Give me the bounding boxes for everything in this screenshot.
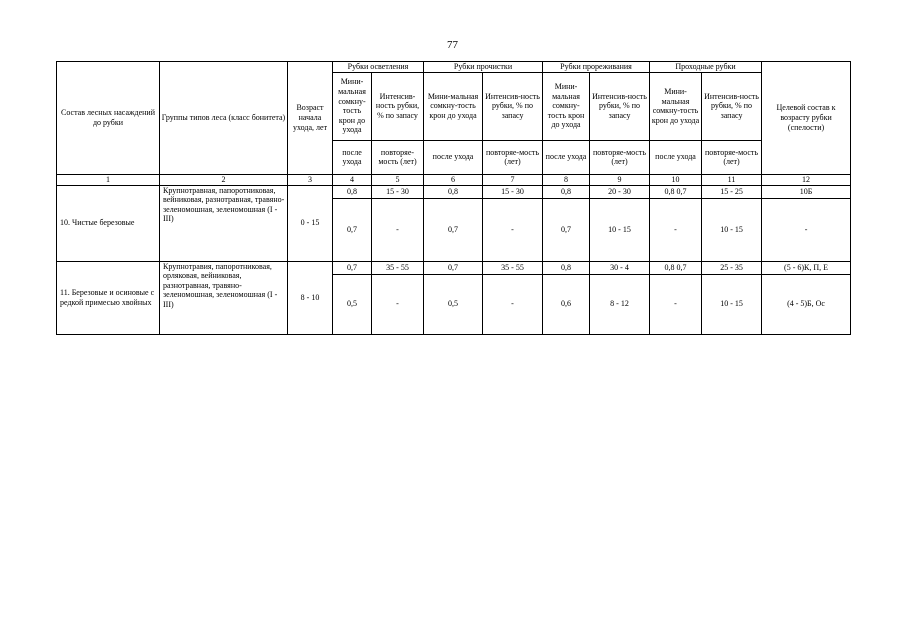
value-cell: 0,8 (543, 261, 590, 274)
value-cell: 0,5 (333, 274, 372, 334)
header-min-density-1: Мини-мальная сомкну-тость крон до ухода (333, 72, 372, 140)
table-row (57, 261, 851, 274)
header-intensity-3: Интенсив-ность рубки, % по запасу (590, 72, 650, 140)
header-after-care-4: после ухода (650, 140, 702, 174)
value-cell: 0,7 (333, 261, 372, 274)
col-number: 6 (424, 174, 483, 185)
value-cell: 0,5 (424, 274, 483, 334)
col-number: 1 (57, 174, 160, 185)
header-target-composition: Целевой состав к возрасту рубки (спелости) (762, 62, 851, 175)
value-cell: 15 - 30 (483, 185, 543, 198)
value-cell: - (483, 198, 543, 261)
col-number: 2 (160, 174, 288, 185)
forest-types-cell: Крупнотравная, папоротниковая, вейниковая, разнотравная, травяно-зеленомошная, зеленомошная (I - III) (160, 185, 288, 261)
value-cell: 8 - 12 (590, 274, 650, 334)
header-intensity-2: Интенсив-ность рубки, % по запасу (483, 72, 543, 140)
col-number: 9 (590, 174, 650, 185)
value-cell: 35 - 55 (372, 261, 424, 274)
col-number: 11 (702, 174, 762, 185)
age-cell: 0 - 15 (288, 185, 333, 261)
header-after-care-1: после ухода (333, 140, 372, 174)
composition-cell: 11. Березовые и осиновые с редкой примесью хвойных (57, 261, 160, 334)
value-cell: 0,8 0,7 (650, 261, 702, 274)
value-cell: 35 - 55 (483, 261, 543, 274)
header-after-care-3: после ухода (543, 140, 590, 174)
header-min-density-4: Мини-мальная сомкну-тость крон до ухода (650, 72, 702, 140)
value-cell: 10 - 15 (702, 274, 762, 334)
value-cell: - (650, 198, 702, 261)
forest-care-table (56, 61, 851, 335)
header-composition: Состав лесных насаждений до рубки (57, 62, 160, 175)
value-cell: - (372, 274, 424, 334)
value-cell: 0,7 (333, 198, 372, 261)
value-cell: 0,8 (424, 185, 483, 198)
header-start-age: Возраст начала ухода, лет (288, 62, 333, 175)
table-row (57, 185, 851, 198)
column-number-row (57, 174, 851, 185)
col-number: 12 (762, 174, 851, 185)
value-cell: 0,8 (333, 185, 372, 198)
value-cell: 0,7 (424, 261, 483, 274)
page-number: 77 (447, 39, 458, 51)
value-cell: - (483, 274, 543, 334)
col-number: 5 (372, 174, 424, 185)
header-group-clearing: Рубки осветления (333, 62, 424, 73)
col-number: 4 (333, 174, 372, 185)
value-cell: - (650, 274, 702, 334)
value-cell: 15 - 25 (702, 185, 762, 198)
header-group-cleaning: Рубки прочистки (424, 62, 543, 73)
header-min-density-3: Мини-мальная сомкну-тость крон до ухода (543, 72, 590, 140)
value-cell: 0,7 (424, 198, 483, 261)
header-group-passage: Проходные рубки (650, 62, 762, 73)
composition-cell: 10. Чистые березовые (57, 185, 160, 261)
header-repeat-1: повторяе-мость (лет) (372, 140, 424, 174)
value-cell: 0,7 (543, 198, 590, 261)
target-cell: - (762, 198, 851, 261)
col-number: 3 (288, 174, 333, 185)
col-number: 8 (543, 174, 590, 185)
age-cell: 8 - 10 (288, 261, 333, 334)
value-cell: 0,8 0,7 (650, 185, 702, 198)
header-forest-types: Группы типов леса (класс бонитета) (160, 62, 288, 175)
value-cell: 20 - 30 (590, 185, 650, 198)
forest-types-cell: Крупнотравия, папоротниковая, орляковая, вейниковая, разнотравная, травяно-зеленомошная, зеленомошная (I - III) (160, 261, 288, 334)
header-intensity-4: Интенсив-ность рубки, % по запасу (702, 72, 762, 140)
header-repeat-2: повторяе-мость (лет) (483, 140, 543, 174)
col-number: 7 (483, 174, 543, 185)
value-cell: - (372, 198, 424, 261)
target-cell: 10Б (762, 185, 851, 198)
value-cell: 10 - 15 (590, 198, 650, 261)
value-cell: 25 - 35 (702, 261, 762, 274)
target-cell: (5 - 6)К, П, Е (762, 261, 851, 274)
header-repeat-3: повторяе-мость (лет) (590, 140, 650, 174)
header-group-thinning: Рубки прореживания (543, 62, 650, 73)
value-cell: 0,6 (543, 274, 590, 334)
value-cell: 30 - 4 (590, 261, 650, 274)
header-repeat-4: повторяе-мость (лет) (702, 140, 762, 174)
value-cell: 15 - 30 (372, 185, 424, 198)
col-number: 10 (650, 174, 702, 185)
header-after-care-2: после ухода (424, 140, 483, 174)
header-min-density-2: Мини-мальная сомкну-тость крон до ухода (424, 72, 483, 140)
value-cell: 0,8 (543, 185, 590, 198)
target-cell: (4 - 5)Б, Ос (762, 274, 851, 334)
value-cell: 10 - 15 (702, 198, 762, 261)
header-intensity-1: Интенсив-ность рубки, % по запасу (372, 72, 424, 140)
